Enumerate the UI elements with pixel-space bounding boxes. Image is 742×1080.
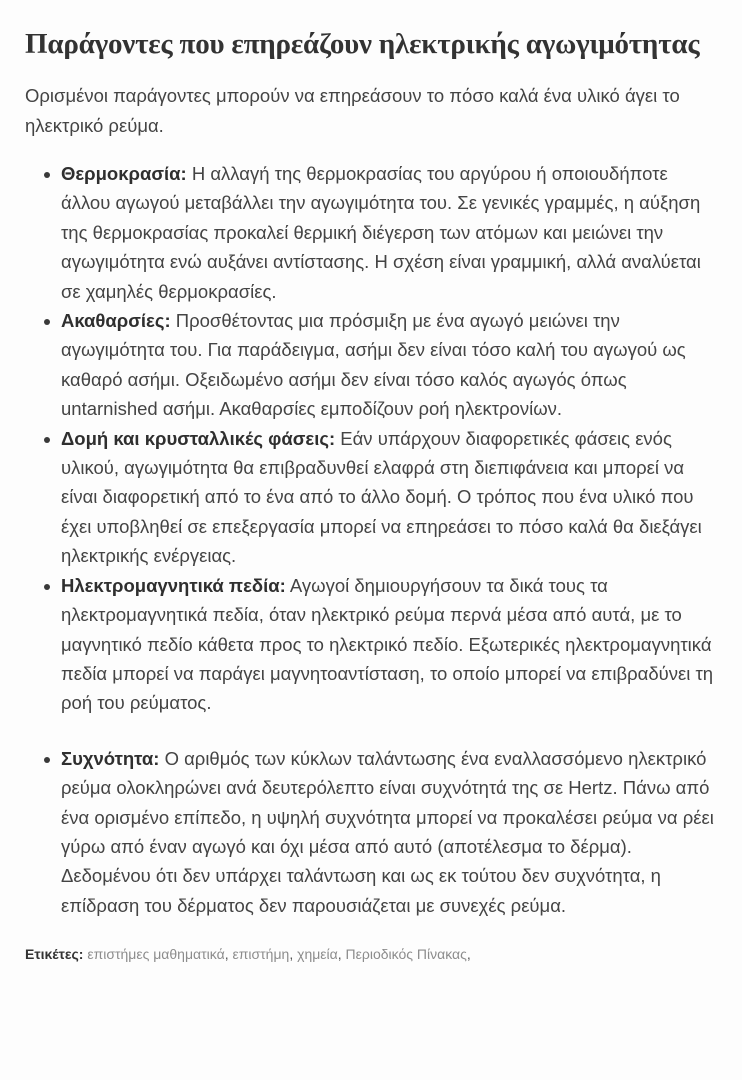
tag-separator: , bbox=[289, 946, 294, 963]
tag-link[interactable]: επιστήμες μαθηματικά bbox=[87, 946, 225, 963]
factor-text: Ο αριθμός των κύκλων ταλάντωσης ένα εναλλασσόμενο ηλεκτρικό ρεύμα ολοκληρώνει ανά δευτερόλεπτο είναι συχνότητά της σε Hertz. Πάνω από ένα ορισμένο επίπεδο, η υψηλή συχνότητα μπορεί να προκαλέσει ρεύμα να ρέει γύρω από έναν αγωγό και όχι μέσα από αυτό (αποτέλεσμα το δέρμα). Δεδομένου ότι δεν υπάρχει ταλάντωση και ως εκ τούτου δεν συχνότητα, η επίδραση του δέρματος δεν παρουσιάζεται με συνεχές ρεύμα. bbox=[61, 747, 714, 916]
factors-list bbox=[25, 159, 720, 920]
page-title: Παράγοντες που επηρεάζουν ηλεκτρικής αγωγιμότητας bbox=[25, 28, 700, 60]
bullet-icon bbox=[44, 172, 50, 178]
factor-term: Θερμοκρασία: bbox=[61, 163, 187, 184]
factor-term: Ηλεκτρομαγνητικά πεδία: bbox=[61, 574, 286, 596]
tags-label: Ετικέτες: bbox=[25, 946, 84, 963]
bullet-icon bbox=[44, 437, 50, 443]
bullet-icon bbox=[44, 319, 50, 325]
list-item-temperature bbox=[47, 159, 720, 306]
factor-term: Ακαθαρσίες: bbox=[61, 310, 171, 332]
factor-term: Δομή και κρυσταλλικές φάσεις: bbox=[61, 427, 336, 449]
factor-text: Προσθέτοντας μια πρόσμιξη με ένα αγωγό μειώνει την αγωγιμότητα του. Για παράδειγμα, ασήμι δεν είναι τόσο καλή του αγωγού ως καθαρό ασήμι. Οξειδωμένο ασήμι δεν είναι τόσο καλός αγωγός όπως untarnished ασήμι. Ακαθαρσίες εμποδίζουν ροή ηλεκτρονίων. bbox=[61, 310, 686, 420]
bullet-icon bbox=[44, 757, 50, 763]
tags-row bbox=[25, 946, 720, 962]
factor-text: Εάν υπάρχουν διαφορετικές φάσεις ενός υλικού, αγωγιμότητα θα επιβραδυνθεί ελαφρά στη διεπιφάνεια και μπορεί να είναι διαφορετική από το ένα από το άλλο δομή. Ο τρόπος που ένα υλικό που έχει υποβληθεί σε επεξεργασία μπορεί να επηρεάσει το πόσο καλά θα διεξάγει ηλεκτρικής ενέργειας. bbox=[61, 427, 702, 567]
list-item-em-fields bbox=[47, 571, 720, 718]
intro-paragraph: Ορισμένοι παράγοντες μπορούν να επηρεάσουν το πόσο καλά ένα υλικό άγει το ηλεκτρικό ρεύμα. bbox=[25, 85, 680, 136]
tag-link[interactable]: Περιοδικός Πίνακας bbox=[345, 946, 467, 963]
factor-term: Συχνότητα: bbox=[61, 747, 160, 769]
tag-link[interactable]: επιστήμη bbox=[232, 946, 290, 963]
list-item-structure bbox=[47, 424, 720, 571]
factor-text: Η αλλαγή της θερμοκρασίας του αργύρου ή οποιουδήποτε άλλου αγωγού μεταβάλλει την αγωγιμότητα του. Σε γενικές γραμμές, η αύξηση της θερμοκρασίας προκαλεί θερμική διέγερση των ατόμων και μειώνει την αγωγιμότητα ενώ αυξάνει αντίστασης. Η σχέση είναι γραμμική, αλλά αναλύεται σε χαμηλές θερμοκρασίες. bbox=[61, 163, 701, 302]
factor-text: Αγωγοί δημιουργήσουν τα δικά τους τα ηλεκτρομαγνητικά πεδία, όταν ηλεκτρικό ρεύμα περνά μέσα από αυτά, με το μαγνητικό πεδίο κάθετα προς το ηλεκτρικό πεδίο. Εξωτερικές ηλεκτρομαγνητικά πεδία μπορεί να παράγει μαγνητοαντίσταση, το οποίο μπορεί να επιβραδύνει τη ροή του ρεύματος. bbox=[61, 574, 714, 714]
bullet-icon bbox=[44, 584, 50, 590]
tag-separator: , bbox=[466, 946, 471, 963]
tag-separator: , bbox=[224, 946, 229, 963]
tag-link[interactable]: χημεία bbox=[297, 946, 338, 963]
list-item-impurities bbox=[47, 306, 720, 424]
list-item-frequency bbox=[47, 744, 720, 920]
tag-separator: , bbox=[337, 946, 342, 963]
